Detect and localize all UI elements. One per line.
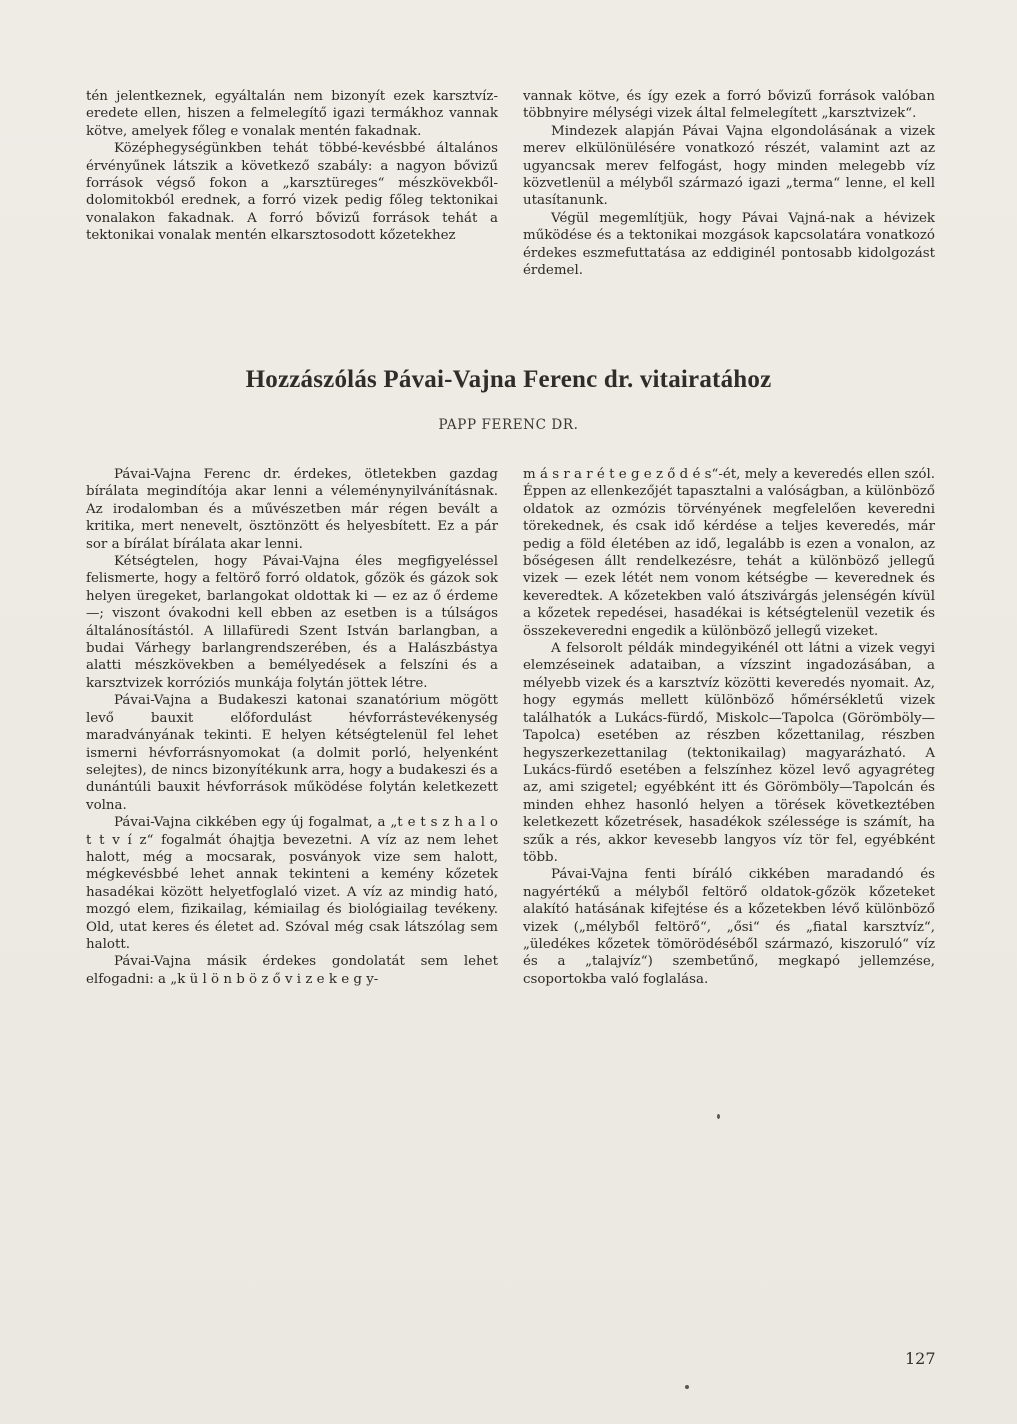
paragraph: Pávai-Vajna fenti bíráló cikkében maradandó és nagyértékű a mélyből feltörő oldatok-gőzök kőzeteket alakító hatásának kifejtése és a kőzetekben lévő különböző vizek („mélyből feltörő“, „ősi“ és „fiatal karsztvíz“, „üledékes kőzetek tömörödéséből származó, kiszoruló“ víz és a „talajvíz“) szembetűnő, megkapó jellemzése, csoportokba való foglalása. — [523, 867, 935, 987]
top-right-column — [523, 88, 935, 279]
paragraph: vannak kötve, és így ezek a forró bővizű források valóban többnyire mélységi vizek által felmelegített „karsztvizek“. — [523, 89, 935, 122]
article-title: Hozzászólás Pávai-Vajna Ferenc dr. vitairatához — [245, 366, 772, 393]
paragraph: A felsorolt példák mindegyikénél ott látni a vizek vegyi elemzéseinek adataiban, a vízszint ingadozásában, a mélyebb vizek és a karsztvíz közötti keveredés nyomait. Az, hogy egymás mellett különböző hőmérsékletű vizek találhatók a Lukács-fürdő, Miskolc—Tapolca (Görömböly—Tapolca) esetében az részben kőzettanilag, részben hegyszerkezettanilag (tektonikailag) magyarázható. A Lukács-fürdő esetében a felszínhez közel levő agyagréteg az, ami szigetel; egyébként itt és Görömböly—Tapolcán és minden ehhez hasonló helyen a törések következtében keletkezett kőzetrések, hasadékok szélessége is számít, ha szűk a rés, akkor kevesebb langyos víz tör fel, egyébként több. — [523, 641, 935, 865]
paragraph: Végül megemlítjük, hogy Pávai Vajná-nak a hévizek működése és a tektonikai mozgások kapcsolatára vonatkozó érdekes eszmefuttatása az eddiginél pontosabb kidolgozást érdemel. — [523, 210, 935, 279]
paragraph: Középhegységünkben tehát többé-kevésbbé általános érvényűnek látszik a következő szabály: a nagyon bővizű források végső fokon a „karsztüreges“ mészkövekből-dolomitokból erednek, a forró vizek pedig főleg tektonikai vonalakon fakadnak. A forró bővizű források tehát a tektonikai vonalak mentén elkarsztosodott kőzetekhez — [86, 141, 498, 244]
article-author: PAPP FERENC DR. — [438, 417, 579, 433]
paragraph: Pávai-Vajna Ferenc dr. érdekes, ötletekben gazdag bírálata megindítója akar lenni a véleménynyilvánításnak. Az irodalomban és a művészetben már régen bevált a kritika, mert nenevelt, ösztönzött és helyesbített. Ez a pár sor a bírálat bírálata akar lenni. — [86, 467, 498, 552]
paragraph: Pávai-Vajna a Budakeszi katonai szanatórium mögött levő bauxit előfordulást hévforrástevékenység maradványának tekinti. E helyen kétségtelenül fel lehet ismerni hévforrásnyomokat (a dolmit porló, helyenként selejtes), de nincs bizonyítékunk arra, hogy a budakeszi és a dunántúli bauxit hévforrások működése folytán keletkezett volna. — [86, 693, 498, 813]
paragraph: tén jelentkeznek, egyáltalán nem bizonyít ezek karsztvíz-eredete ellen, hiszen a felmelegítő igazi termákhoz vannak kötve, amelyek főleg e vonalak mentén fakadnak. — [86, 89, 498, 139]
article-right-column — [523, 466, 935, 988]
paragraph: Pávai-Vajna cikkében egy új fogalmat, a „t e t s z h a l o t t v í z“ fogalmát óhajtja bevezetni. A víz az nem lehet halott, még a mocsarak, posványok vize sem halott, mégkevésbbé lehet annak tekinteni a kemény kőzetek hasadékai között helyetfoglaló vizet. A víz az mindig ható, mozgó elem, fizikailag, kémiailag és biológiailag tevékeny. Old, utat keres és életet ad. Szóval még csak látszólag sem halott. — [86, 815, 498, 952]
paragraph: Kétségtelen, hogy Pávai-Vajna éles megfigyeléssel felismerte, hogy a feltörő forró oldatok, gőzök és gázok sok helyen üregeket, barlangokat oldottak ki — ez az ő érdeme —; viszont óvakodni kell ebben az esetben is a túlságos általánosítástól. A lillafüredi Szent István barlangban, a budai Várhegy barlangrendszerében, és a Halászbástya alatti mészkövekben a bemélyedések a felszíni és a karsztvizek korróziós munkája folytán jöttek létre. — [86, 554, 498, 691]
print-speck — [685, 1385, 689, 1389]
page-number: 127 — [905, 1349, 936, 1368]
paragraph: m á s r a r é t e g e z ő d é s“-ét, mely a keveredés ellen szól. Éppen az ellenkezőjét tapasztalni a valóságban, a különböző oldatok az ozmózis törvényének megfelelően keveredni törekednek, és csak idő kérdése a teljes keveredés, már pedig a föld életében az idő, legalább is ezen a vonalon, az bőségesen állt rendelkezésre, tehát a különböző jellegű vizek — ezek létét nem vonom kétségbe — keverednek és keveredtek. A kőzetekben való átszivárgás jelenségén kívül a kőzetek repedései, hasadékai is kétségtelenül vezetik és összekeveredni engedik a különböző jellegű vizeket. — [523, 467, 935, 639]
top-left-column — [86, 88, 498, 245]
paragraph: Mindezek alapján Pávai Vajna elgondolásának a vizek merev elkülönülésére vonatkozó részét, valamint azt az ugyancsak merev felfogást, hogy minden melegebb víz közvetlenül a mélyből származó igazi „terma“ lenne, el kell utasítanunk. — [523, 123, 935, 209]
print-speck — [717, 1114, 720, 1119]
paragraph: Pávai-Vajna másik érdekes gondolatát sem lehet elfogadni: a „k ü l ö n b ö z ő v i z e k e g y- — [86, 954, 498, 987]
article-left-column — [86, 466, 498, 988]
